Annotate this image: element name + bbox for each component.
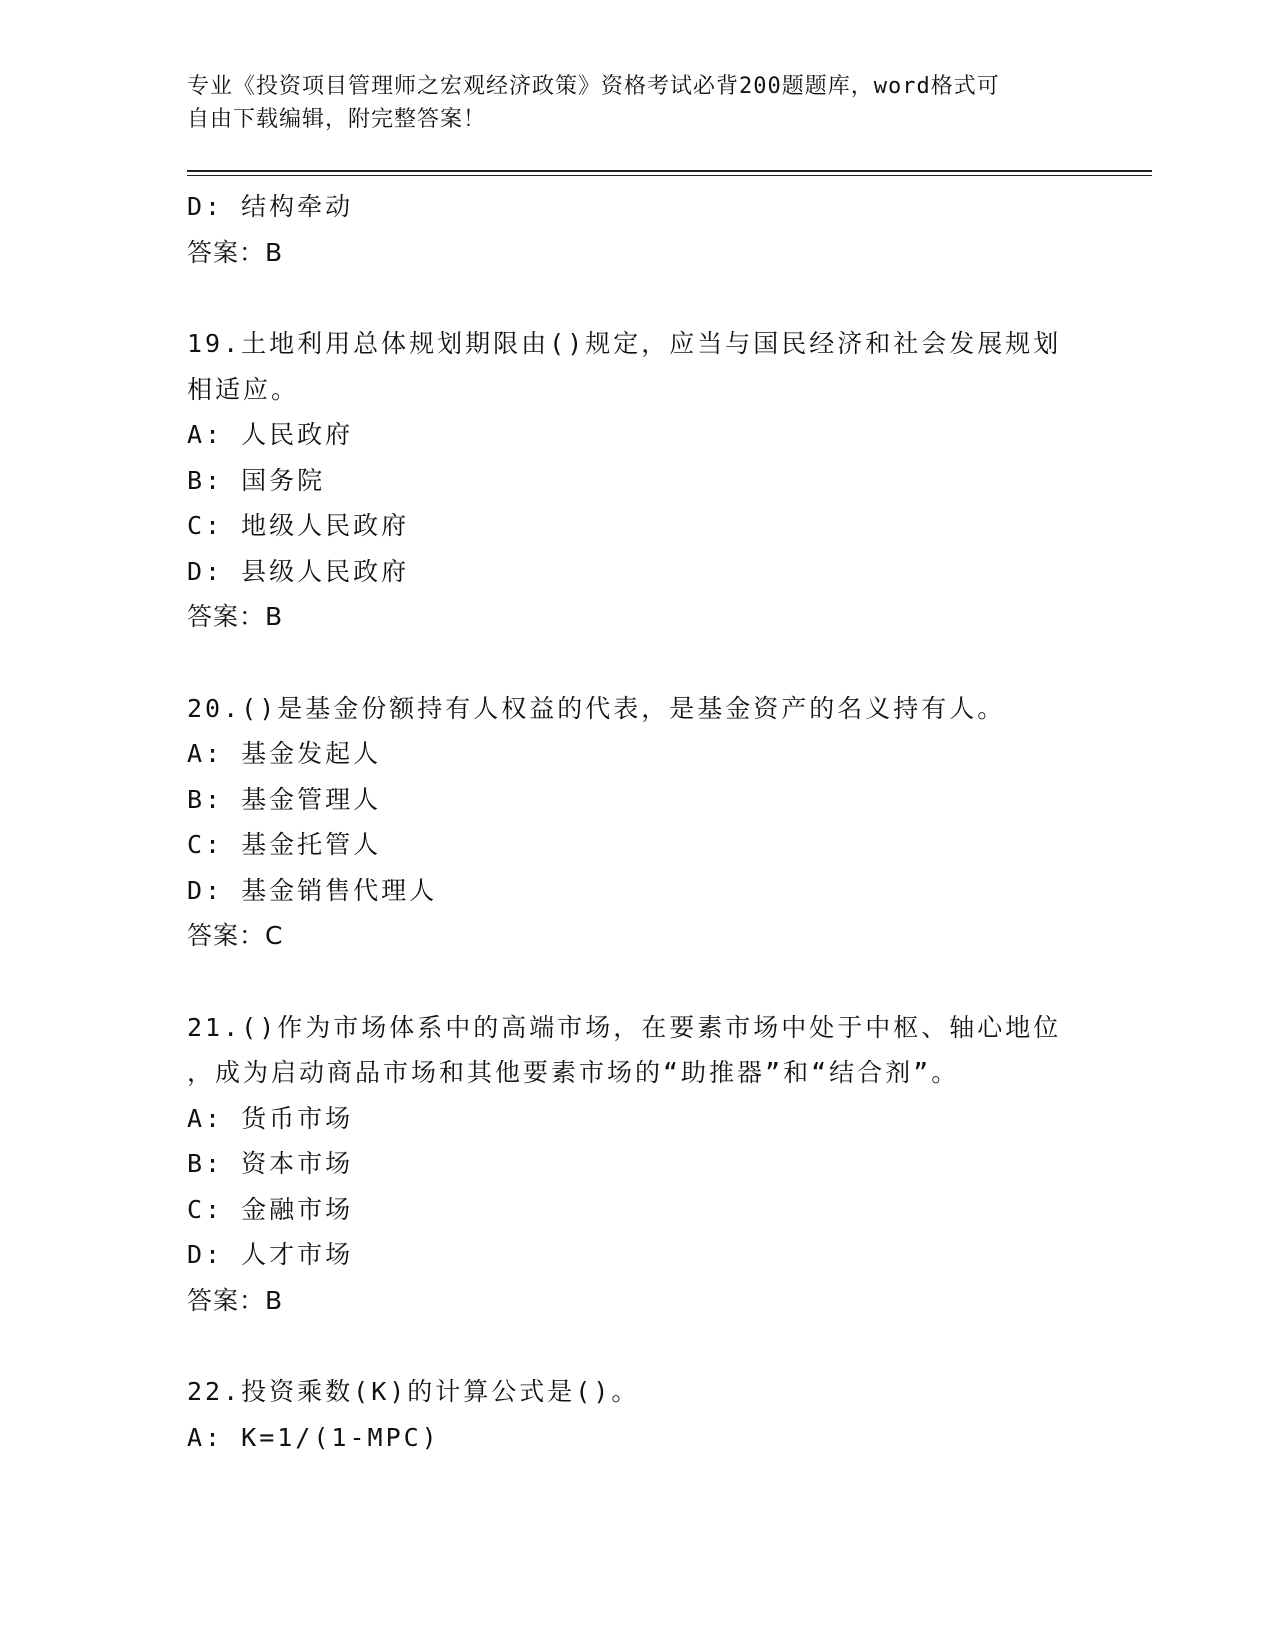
spacer <box>187 275 1152 321</box>
document-header <box>187 70 1067 136</box>
answer-line: 答案：B <box>187 602 284 631</box>
question-text: 相适应。 <box>187 374 300 404</box>
header-divider <box>187 170 1152 176</box>
option-b: B: 国务院 <box>187 465 326 495</box>
question-text: ，成为启动商品市场和其他要素市场的“助推器”和“结合剂”。 <box>187 1058 960 1087</box>
answer-line: 答案：B <box>187 1285 284 1315</box>
option-c: C: 金融市场 <box>187 1194 354 1224</box>
header-line-2: 自由下载编辑，附完整答案！ <box>187 107 487 132</box>
option-d: D: 结构牵动 <box>187 192 354 221</box>
question-19 <box>187 321 1152 640</box>
option-d: D: 人才市场 <box>187 1240 354 1269</box>
option-c: C: 基金托管人 <box>187 830 382 859</box>
option-a: A: 人民政府 <box>187 420 354 449</box>
option-a: A: K=1/(1-MPC) <box>187 1422 440 1452</box>
question-text: 20.()是基金份额持有人权益的代表，是基金资产的名义持有人。 <box>187 693 1006 723</box>
question-text: 19.土地利用总体规划期限由()规定，应当与国民经济和社会发展规划 <box>187 329 1062 358</box>
option-d: D: 县级人民政府 <box>187 556 410 586</box>
question-21 <box>187 1005 1152 1324</box>
option-d: D: 基金销售代理人 <box>187 875 438 905</box>
spacer <box>187 1323 1152 1369</box>
question-text: 21.()作为市场体系中的高端市场，在要素市场中处于中枢、轴心地位 <box>187 1012 1062 1042</box>
header-line-1: 专业《投资项目管理师之宏观经济政策》资格考试必背200题题库，word格式可 <box>187 74 1000 99</box>
option-c: C: 地级人民政府 <box>187 511 410 540</box>
option-b: B: 资本市场 <box>187 1149 354 1178</box>
answer-line: 答案：B <box>187 237 284 267</box>
question-text: 22.投资乘数(K)的计算公式是()。 <box>187 1377 640 1406</box>
spacer <box>187 959 1152 1005</box>
spacer <box>187 640 1152 686</box>
question-content <box>187 184 1152 1460</box>
answer-line: 答案：C <box>187 921 284 950</box>
question-20 <box>187 686 1152 959</box>
option-a: A: 基金发起人 <box>187 739 382 768</box>
document-page <box>187 70 1152 1460</box>
option-b: B: 基金管理人 <box>187 784 382 814</box>
option-a: A: 货币市场 <box>187 1103 354 1133</box>
question-22 <box>187 1369 1152 1460</box>
